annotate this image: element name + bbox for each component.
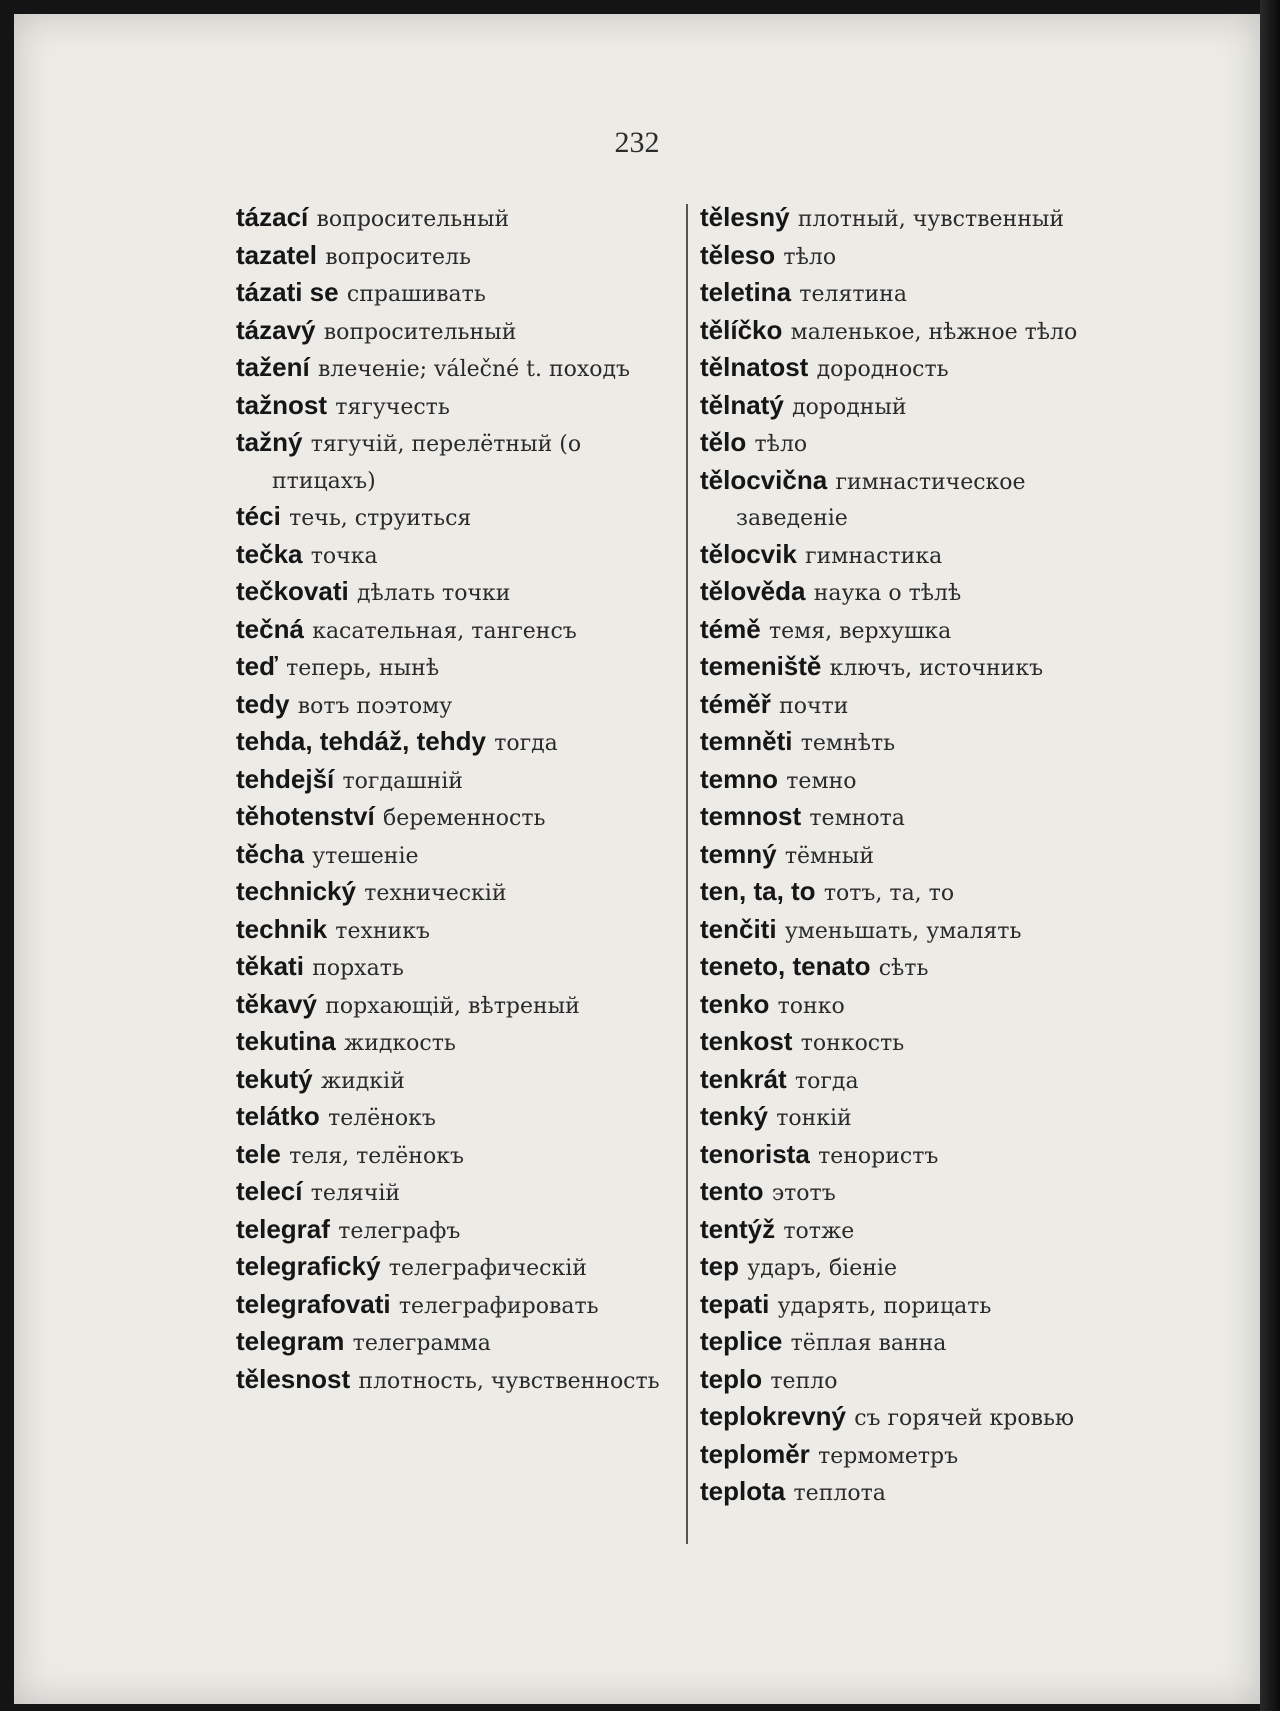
dictionary-entry [236, 1212, 681, 1250]
definition: тёмный [784, 843, 874, 869]
headword: ten, ta, to [700, 876, 816, 906]
definition: телеграфировать [398, 1293, 599, 1319]
dictionary-entry [236, 649, 681, 687]
definition: плотность, чувственность [358, 1368, 660, 1394]
headword: téměř [700, 688, 771, 719]
headword: teletina [700, 277, 792, 307]
definition: тогда [494, 731, 558, 756]
headword: tep [700, 1251, 739, 1281]
headword: temněti [700, 726, 793, 756]
dictionary-entry [700, 912, 1115, 950]
headword: tázavý [236, 314, 316, 345]
definition: порхать [312, 956, 404, 981]
dictionary-entry [236, 1362, 681, 1400]
dictionary-entry [700, 987, 1115, 1025]
headword: tenkost [700, 1026, 793, 1056]
dictionary-entry [700, 612, 1115, 650]
definition: тонкость [800, 1031, 905, 1056]
definition: термометръ [818, 1443, 959, 1469]
dictionary-entry [700, 837, 1115, 875]
dictionary-entry [700, 799, 1115, 837]
definition: порхающій, вѣтреный [325, 993, 580, 1019]
definition: вотъ поэтому [297, 693, 453, 719]
dictionary-entry [700, 1362, 1115, 1400]
headword: tenkrát [700, 1063, 787, 1094]
definition: гимнастическое заведеніе [736, 469, 1026, 531]
headword: tehdejší [236, 763, 335, 794]
dictionary-entry [236, 1174, 681, 1212]
definition: наука о тѣлѣ [813, 581, 962, 606]
definition: тѣло [754, 432, 808, 457]
dictionary-entry [700, 1099, 1115, 1137]
dictionary-entry [236, 350, 681, 388]
headword: těleso [700, 239, 776, 270]
definition: темно [786, 768, 857, 794]
dictionary-entry [700, 425, 1115, 463]
definition: тотъ, та, то [823, 881, 955, 906]
dictionary-page [14, 14, 1260, 1704]
headword: tazatel [236, 239, 317, 270]
headword: teploměr [700, 1438, 810, 1469]
definition: съ горячей кровью [854, 1406, 1075, 1431]
definition: дородный [792, 394, 907, 420]
dictionary-entry [236, 313, 681, 351]
headword: teplo [700, 1363, 763, 1394]
definition: телячій [310, 1181, 401, 1206]
dictionary-entry [700, 574, 1115, 612]
dictionary-entry [700, 1249, 1115, 1287]
definition: тонкій [776, 1106, 852, 1131]
headword: teplota [700, 1476, 786, 1506]
dictionary-entry [236, 724, 681, 762]
headword: teneto, tenato [700, 951, 871, 981]
definition: телеграфъ [338, 1218, 461, 1244]
headword: tenorista [700, 1138, 810, 1169]
dictionary-entry [236, 275, 681, 313]
headword: teplokrevný [700, 1401, 846, 1431]
dictionary-entry [700, 1474, 1115, 1512]
definition: гимнастика [805, 543, 943, 569]
dictionary-entry [236, 612, 681, 650]
definition: плотный, чувственный [797, 207, 1065, 232]
headword: telegram [236, 1326, 345, 1356]
definition: ударъ, біеніе [747, 1256, 897, 1281]
dictionary-entry [236, 987, 681, 1025]
dictionary-entry [700, 1437, 1115, 1475]
column-divider [686, 204, 688, 1544]
headword: těkavý [236, 988, 317, 1019]
dictionary-entry [700, 1399, 1115, 1437]
dictionary-entry [236, 1249, 681, 1287]
definition: жидкость [343, 1031, 456, 1056]
dictionary-entry [700, 313, 1115, 351]
definition: теперь, нынѣ [286, 656, 440, 681]
dictionary-entry [236, 499, 681, 537]
headword: tekutý [236, 1063, 313, 1094]
definition: ключъ, источникъ [829, 656, 1044, 681]
definition: спрашивать [346, 282, 486, 307]
headword: tažení [236, 352, 310, 382]
dictionary-entry [700, 1324, 1115, 1362]
headword: tázací [236, 202, 309, 232]
definition: темнота [809, 806, 905, 831]
definition: темя, верхушка [768, 618, 952, 644]
definition: вопроситель [325, 244, 471, 270]
dictionary-entry [700, 200, 1115, 238]
headword: temeniště [700, 651, 822, 681]
definition: тотже [783, 1218, 855, 1244]
headword: temno [700, 763, 778, 794]
definition: телеграфическій [388, 1256, 587, 1281]
dictionary-entry [236, 1324, 681, 1362]
definition: этотъ [771, 1181, 836, 1206]
headword: témě [700, 613, 761, 644]
definition: сѣть [878, 956, 929, 981]
headword: tedy [236, 688, 290, 719]
headword: temný [700, 838, 777, 869]
dictionary-entry [700, 1137, 1115, 1175]
dictionary-entry [236, 425, 681, 499]
dictionary-entry [236, 1099, 681, 1137]
dictionary-entry [236, 388, 681, 426]
definition: утешеніе [312, 843, 419, 869]
headword: tažný [236, 427, 303, 457]
dictionary-entry [700, 1062, 1115, 1100]
headword: tepati [700, 1288, 770, 1319]
dictionary-entry [236, 1287, 681, 1325]
dictionary-entry [236, 949, 681, 987]
headword: tečka [236, 538, 303, 569]
dictionary-entry [700, 388, 1115, 426]
definition: тенористъ [818, 1143, 939, 1169]
definition: тогдашній [342, 768, 463, 794]
definition: тогда [794, 1068, 859, 1094]
headword: tele [236, 1138, 281, 1169]
page-number: 232 [614, 126, 660, 159]
headword: tělnatý [700, 389, 784, 420]
headword: tělesný [700, 202, 790, 232]
dictionary-entry [236, 799, 681, 837]
definition: дѣлать точки [357, 581, 511, 606]
dictionary-entry [236, 200, 681, 238]
dictionary-entry [700, 687, 1115, 725]
dictionary-entry [700, 238, 1115, 276]
headword: teplice [700, 1326, 783, 1356]
definition: вопросительный [316, 207, 510, 232]
definition: телятина [799, 282, 907, 307]
definition: темнѣть [800, 731, 896, 756]
dictionary-entry [700, 724, 1115, 762]
definition: почти [779, 693, 849, 719]
definition: маленькое, нѣжное тѣло [790, 319, 1078, 345]
headword: tělocvik [700, 538, 797, 569]
headword: teď [236, 651, 278, 681]
headword: těcha [236, 838, 304, 869]
headword: tenko [700, 988, 770, 1019]
book-binding-edge [1260, 0, 1280, 1711]
dictionary-entry [236, 874, 681, 912]
dictionary-entry [700, 762, 1115, 800]
headword: téci [236, 501, 281, 531]
definition: тонко [777, 993, 845, 1019]
headword: telátko [236, 1101, 320, 1131]
headword: tázati se [236, 277, 339, 307]
definition: техническій [364, 881, 507, 906]
dictionary-entry [236, 537, 681, 575]
definition: теплота [793, 1481, 886, 1506]
headword: temnost [700, 801, 802, 831]
definition: телёнокъ [328, 1106, 436, 1131]
definition: тягучій, перелётный (о птицахъ) [272, 432, 582, 494]
dictionary-entry [236, 837, 681, 875]
definition: техникъ [335, 918, 430, 944]
headword: telecí [236, 1176, 303, 1206]
definition: дородность [816, 357, 949, 382]
dictionary-entry [236, 1024, 681, 1062]
left-column [236, 200, 681, 1399]
definition: вопросительный [323, 319, 517, 345]
headword: tenčiti [700, 913, 777, 944]
headword: těkati [236, 951, 304, 981]
dictionary-entry [700, 874, 1115, 912]
dictionary-entry [236, 574, 681, 612]
definition: телеграмма [352, 1331, 491, 1356]
definition: уменьшать, умалять [784, 918, 1022, 944]
definition: точка [310, 543, 378, 569]
headword: tentýž [700, 1213, 776, 1244]
headword: telegrafovati [236, 1288, 391, 1319]
definition: тягучесть [335, 394, 450, 420]
headword: tenký [700, 1101, 768, 1131]
headword: tekutina [236, 1026, 336, 1056]
dictionary-entry [700, 649, 1115, 687]
definition: течь, струиться [289, 506, 472, 531]
headword: těhotenství [236, 801, 375, 831]
definition: тепло [770, 1368, 838, 1394]
dictionary-entry [700, 949, 1115, 987]
headword: tělnatost [700, 352, 809, 382]
dictionary-entry [236, 1137, 681, 1175]
definition: влеченіе; válečné t. походъ [317, 357, 631, 382]
dictionary-entry [700, 1287, 1115, 1325]
headword: tento [700, 1176, 764, 1206]
headword: telegrafický [236, 1251, 381, 1281]
headword: tehda, tehdáž, tehdy [236, 726, 486, 756]
headword: tělesnost [236, 1363, 351, 1394]
dictionary-entry [700, 1174, 1115, 1212]
definition: касательная, тангенсъ [312, 618, 577, 644]
headword: telegraf [236, 1213, 330, 1244]
headword: tečkovati [236, 576, 349, 606]
dictionary-entry [236, 238, 681, 276]
definition: жидкій [320, 1068, 405, 1094]
headword: technik [236, 913, 328, 944]
headword: technický [236, 876, 356, 906]
headword: tělověda [700, 576, 806, 606]
definition: ударять, порицать [777, 1293, 992, 1319]
dictionary-entry [700, 1212, 1115, 1250]
headword: tělocvična [700, 464, 828, 495]
dictionary-entry [700, 350, 1115, 388]
dictionary-entry [236, 1062, 681, 1100]
dictionary-entry [236, 762, 681, 800]
dictionary-entry [236, 687, 681, 725]
dictionary-entry [700, 275, 1115, 313]
headword: tažnost [236, 389, 327, 420]
definition: тёплая ванна [790, 1331, 947, 1356]
dictionary-entry [700, 463, 1115, 537]
definition: тѣло [783, 244, 837, 270]
headword: tělíčko [700, 314, 783, 345]
dictionary-entry [700, 537, 1115, 575]
right-column [700, 200, 1115, 1512]
definition: теля, телёнокъ [289, 1143, 464, 1169]
definition: беременность [382, 806, 546, 831]
headword: tělo [700, 427, 747, 457]
dictionary-entry [700, 1024, 1115, 1062]
headword: tečná [236, 613, 304, 644]
dictionary-entry [236, 912, 681, 950]
